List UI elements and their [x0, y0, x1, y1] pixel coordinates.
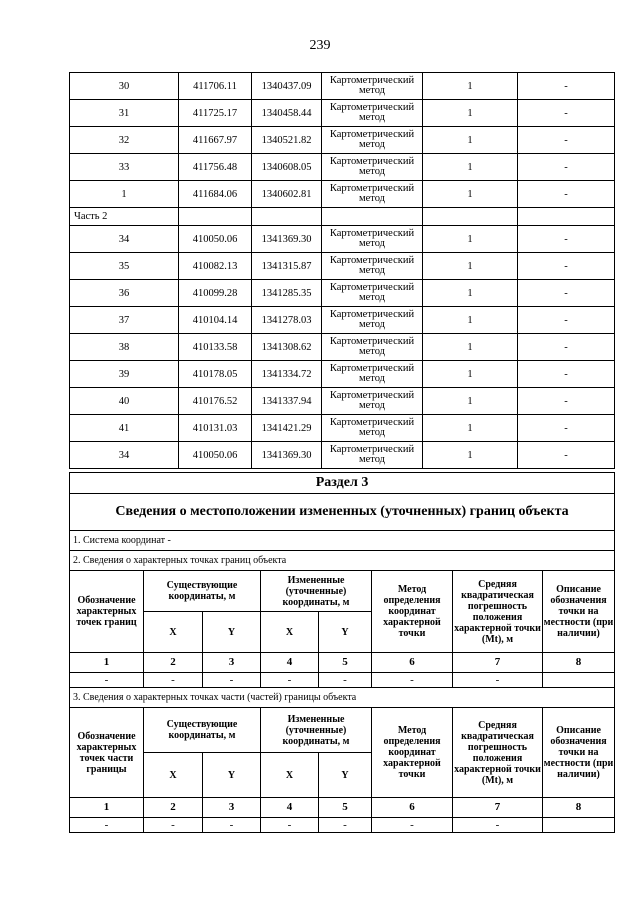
description-cell: - [518, 361, 615, 388]
points-heading: 2. Сведения о характерных точках границ объекта [70, 551, 615, 571]
method-cell: Картометрический метод [322, 361, 423, 388]
col-number: 3 [203, 798, 261, 818]
table-row [70, 253, 615, 280]
description-cell: - [518, 100, 615, 127]
method-cell: Картометрический метод [322, 415, 423, 442]
part-label: Часть 2 [70, 208, 179, 226]
empty-cell: - [70, 673, 144, 688]
description-cell: - [518, 280, 615, 307]
header-existing-coords: Существующие координаты, м [144, 708, 261, 753]
coord-y: 1341369.30 [252, 226, 322, 253]
accuracy-cell: 1 [423, 73, 518, 100]
empty-data-row [70, 673, 615, 688]
col-number: 7 [453, 653, 543, 673]
header-changed-coords: Измененные (уточненные) координаты, м [261, 708, 372, 753]
col-number: 2 [144, 653, 203, 673]
empty-cell [543, 673, 615, 688]
header-method: Метод определения координат характерной точки [372, 708, 453, 798]
col-number: 1 [70, 798, 144, 818]
point-number: 34 [70, 442, 179, 469]
table-row [70, 73, 615, 100]
coord-x: 411706.11 [179, 73, 252, 100]
method-cell: Картометрический метод [322, 127, 423, 154]
point-number: 33 [70, 154, 179, 181]
method-cell: Картометрический метод [322, 307, 423, 334]
coord-x: 410104.14 [179, 307, 252, 334]
empty-cell [322, 208, 423, 226]
column-numbers-row [70, 653, 615, 673]
description-cell: - [518, 253, 615, 280]
header-x: X [261, 753, 319, 798]
method-cell: Картометрический метод [322, 253, 423, 280]
header-changed-coords: Измененные (уточненные) координаты, м [261, 571, 372, 612]
table-row [70, 226, 615, 253]
coordinates-table [69, 72, 615, 469]
point-number: 36 [70, 280, 179, 307]
description-cell: - [518, 415, 615, 442]
description-cell: - [518, 226, 615, 253]
col-number: 7 [453, 798, 543, 818]
header-description: Описание обозначения точки на местности (при наличии) [543, 708, 615, 798]
accuracy-cell: 1 [423, 361, 518, 388]
col-number: 5 [319, 653, 372, 673]
empty-cell: - [203, 673, 261, 688]
header-designation-parts: Обозначение характерных точек части границы [70, 708, 144, 798]
method-cell: Картометрический метод [322, 442, 423, 469]
coord-x: 410133.58 [179, 334, 252, 361]
table-row [70, 280, 615, 307]
description-cell: - [518, 73, 615, 100]
coord-x: 410176.52 [179, 388, 252, 415]
point-number: 1 [70, 181, 179, 208]
method-cell: Картометрический метод [322, 334, 423, 361]
empty-cell [518, 208, 615, 226]
col-number: 6 [372, 798, 453, 818]
accuracy-cell: 1 [423, 442, 518, 469]
table-row [70, 361, 615, 388]
description-cell: - [518, 388, 615, 415]
description-cell: - [518, 442, 615, 469]
header-y: Y [319, 612, 372, 653]
empty-cell: - [70, 818, 144, 833]
coord-x: 410178.05 [179, 361, 252, 388]
accuracy-cell: 1 [423, 280, 518, 307]
col-number: 8 [543, 653, 615, 673]
coord-y: 1341369.30 [252, 442, 322, 469]
empty-cell [179, 208, 252, 226]
table-row [70, 415, 615, 442]
method-cell: Картометрический метод [322, 100, 423, 127]
method-cell: Картометрический метод [322, 181, 423, 208]
header-accuracy: Средняя квадратическая погрешность положения характерной точки (Mt), м [453, 571, 543, 653]
col-number: 6 [372, 653, 453, 673]
header-x: X [261, 612, 319, 653]
method-cell: Картометрический метод [322, 280, 423, 307]
coord-y: 1340458.44 [252, 100, 322, 127]
section3-table [69, 472, 615, 833]
coord-x: 411684.06 [179, 181, 252, 208]
point-number: 37 [70, 307, 179, 334]
coord-y: 1341421.29 [252, 415, 322, 442]
point-number: 39 [70, 361, 179, 388]
col-number: 4 [261, 798, 319, 818]
empty-cell: - [453, 673, 543, 688]
method-cell: Картометрический метод [322, 154, 423, 181]
page-number: 239 [309, 38, 331, 53]
accuracy-cell: 1 [423, 154, 518, 181]
coord-x: 410082.13 [179, 253, 252, 280]
coord-x: 410050.06 [179, 226, 252, 253]
accuracy-cell: 1 [423, 226, 518, 253]
header-existing-coords: Существующие координаты, м [144, 571, 261, 612]
accuracy-cell: 1 [423, 415, 518, 442]
coord-y: 1341337.94 [252, 388, 322, 415]
coord-y: 1340608.05 [252, 154, 322, 181]
method-cell: Картометрический метод [322, 388, 423, 415]
description-cell: - [518, 127, 615, 154]
point-number: 30 [70, 73, 179, 100]
header-y: Y [319, 753, 372, 798]
coord-x: 410050.06 [179, 442, 252, 469]
table-row [70, 127, 615, 154]
accuracy-cell: 1 [423, 253, 518, 280]
header-x: X [144, 612, 203, 653]
empty-cell: - [261, 673, 319, 688]
header-y: Y [203, 612, 261, 653]
section-title: Раздел 3 [70, 473, 615, 494]
accuracy-cell: 1 [423, 334, 518, 361]
col-number: 3 [203, 653, 261, 673]
coord-x: 410099.28 [179, 280, 252, 307]
point-number: 41 [70, 415, 179, 442]
coord-x: 411756.48 [179, 154, 252, 181]
header-description: Описание обозначения точки на местности (при наличии) [543, 571, 615, 653]
empty-cell: - [144, 673, 203, 688]
accuracy-cell: 1 [423, 181, 518, 208]
coord-x: 411667.97 [179, 127, 252, 154]
coord-y: 1341334.72 [252, 361, 322, 388]
point-number: 32 [70, 127, 179, 154]
table-row [70, 442, 615, 469]
coord-y: 1340602.81 [252, 181, 322, 208]
col-number: 2 [144, 798, 203, 818]
section-subtitle: Сведения о местоположении измененных (уточненных) границ объекта [70, 494, 615, 531]
table-row [70, 307, 615, 334]
coord-y: 1341278.03 [252, 307, 322, 334]
accuracy-cell: 1 [423, 100, 518, 127]
empty-cell: - [319, 673, 372, 688]
point-number: 31 [70, 100, 179, 127]
accuracy-cell: 1 [423, 307, 518, 334]
empty-cell: - [261, 818, 319, 833]
coord-x: 410131.03 [179, 415, 252, 442]
part-label-row [70, 208, 615, 226]
col-number: 4 [261, 653, 319, 673]
point-number: 35 [70, 253, 179, 280]
coord-y: 1341285.35 [252, 280, 322, 307]
empty-cell [543, 818, 615, 833]
column-numbers-row [70, 798, 615, 818]
table-row [70, 388, 615, 415]
coord-x: 411725.17 [179, 100, 252, 127]
method-cell: Картометрический метод [322, 226, 423, 253]
header-designation: Обозначение характерных точек границ [70, 571, 144, 653]
empty-cell: - [144, 818, 203, 833]
col-number: 1 [70, 653, 144, 673]
parts-heading: 3. Сведения о характерных точках части (частей) границы объекта [70, 688, 615, 708]
coord-y: 1341315.87 [252, 253, 322, 280]
coord-y: 1340521.82 [252, 127, 322, 154]
table-row [70, 154, 615, 181]
coordinate-system: 1. Система координат - [70, 531, 615, 551]
accuracy-cell: 1 [423, 127, 518, 154]
method-cell: Картометрический метод [322, 73, 423, 100]
description-cell: - [518, 154, 615, 181]
accuracy-cell: 1 [423, 388, 518, 415]
empty-cell: - [372, 818, 453, 833]
table-row [70, 181, 615, 208]
description-cell: - [518, 334, 615, 361]
description-cell: - [518, 181, 615, 208]
coord-y: 1341308.62 [252, 334, 322, 361]
point-number: 34 [70, 226, 179, 253]
header-method: Метод определения координат характерной точки [372, 571, 453, 653]
empty-cell [252, 208, 322, 226]
empty-cell: - [319, 818, 372, 833]
description-cell: - [518, 307, 615, 334]
col-number: 5 [319, 798, 372, 818]
header-accuracy: Средняя квадратическая погрешность положения характерной точки (Mt), м [453, 708, 543, 798]
table-row [70, 334, 615, 361]
empty-data-row [70, 818, 615, 833]
point-number: 38 [70, 334, 179, 361]
col-number: 8 [543, 798, 615, 818]
point-number: 40 [70, 388, 179, 415]
table-row [70, 100, 615, 127]
header-y: Y [203, 753, 261, 798]
empty-cell: - [203, 818, 261, 833]
empty-cell [423, 208, 518, 226]
empty-cell: - [372, 673, 453, 688]
empty-cell: - [453, 818, 543, 833]
header-x: X [144, 753, 203, 798]
coord-y: 1340437.09 [252, 73, 322, 100]
